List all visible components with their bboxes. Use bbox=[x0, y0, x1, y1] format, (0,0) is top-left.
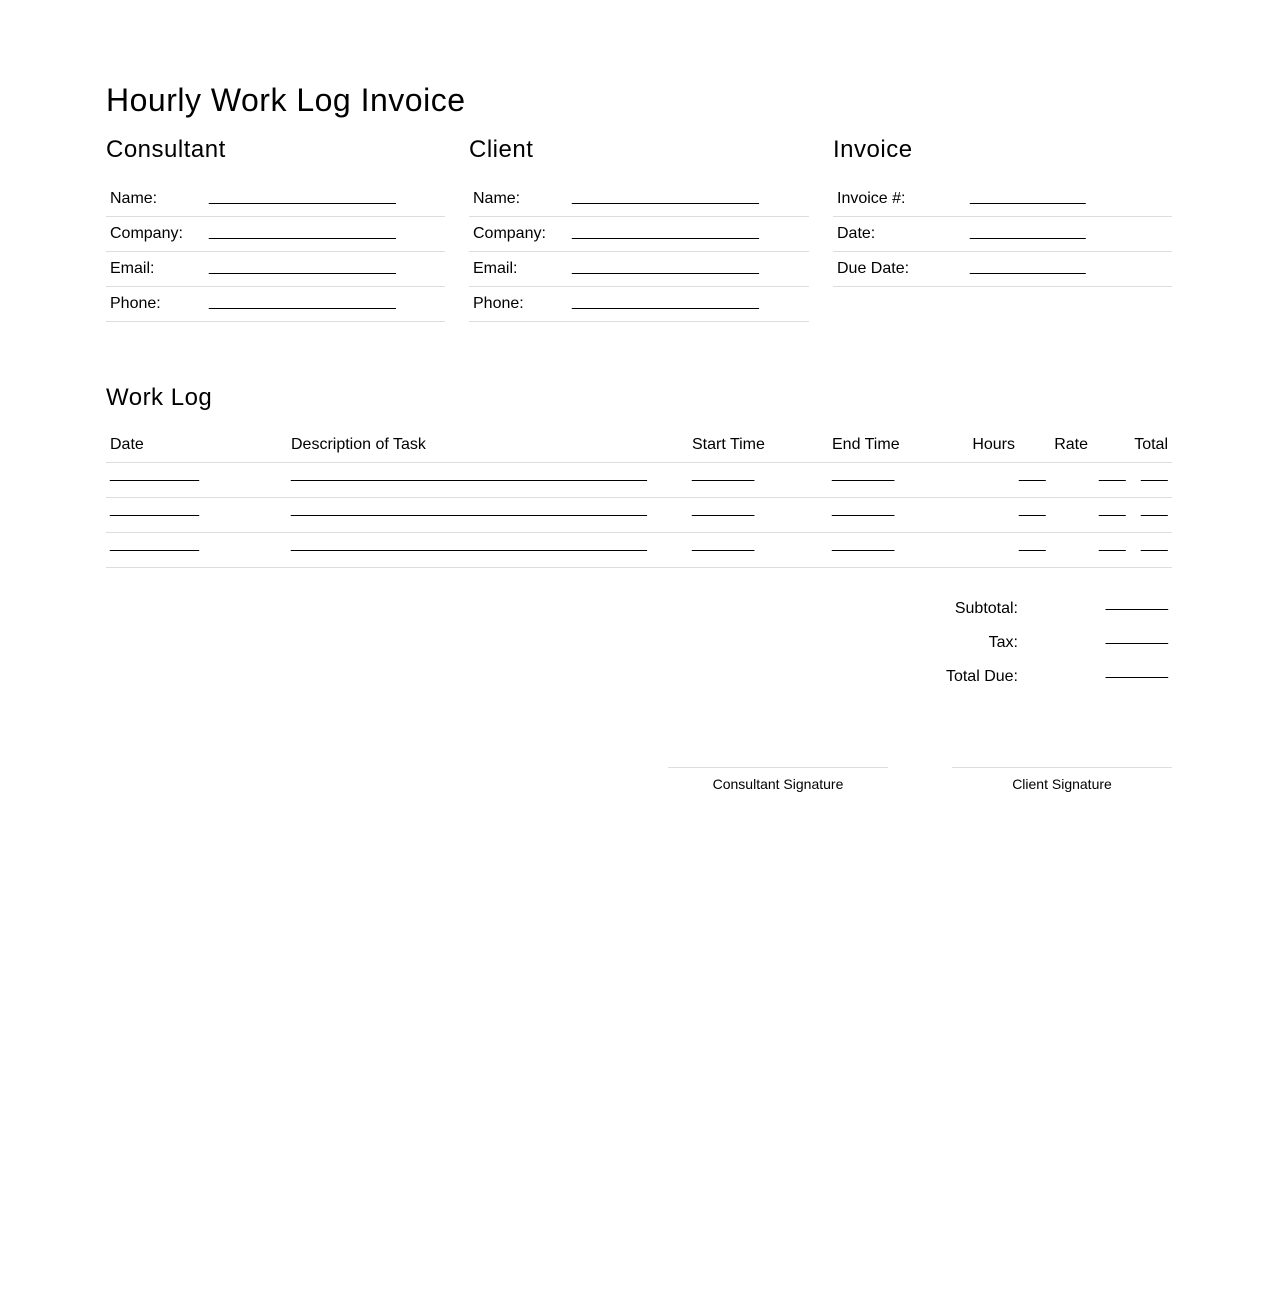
hours-field[interactable]: ___ bbox=[1019, 465, 1046, 482]
invoice-heading: Invoice bbox=[833, 136, 913, 163]
invoice-section bbox=[833, 136, 1172, 287]
work-log-heading: Work Log bbox=[106, 384, 213, 411]
client-name-field[interactable]: _____________________ bbox=[572, 188, 759, 205]
column-header-description: Description of Task bbox=[291, 436, 426, 453]
consultant-name-row bbox=[106, 182, 445, 217]
description-field[interactable]: ________________________________________ bbox=[291, 535, 647, 552]
consultant-signature-line[interactable] bbox=[668, 767, 888, 792]
consultant-email-row bbox=[106, 252, 445, 287]
client-signature-label: Client Signature bbox=[1012, 776, 1112, 792]
hours-field[interactable]: ___ bbox=[1019, 535, 1046, 552]
table-row bbox=[106, 533, 1172, 568]
table-row bbox=[106, 498, 1172, 533]
consultant-phone-row bbox=[106, 287, 445, 322]
client-company-row bbox=[469, 217, 809, 252]
start-time-field[interactable]: _______ bbox=[692, 500, 755, 517]
table-header bbox=[106, 428, 1172, 463]
total-field[interactable]: ___ bbox=[1141, 535, 1168, 552]
total-field[interactable]: ___ bbox=[1141, 500, 1168, 517]
consultant-name-field[interactable]: _____________________ bbox=[209, 188, 396, 205]
total-due-row bbox=[900, 662, 1172, 702]
client-section bbox=[469, 136, 809, 322]
start-time-field[interactable]: _______ bbox=[692, 535, 755, 552]
field-label: Phone: bbox=[473, 295, 524, 312]
date-field[interactable]: __________ bbox=[110, 535, 199, 552]
field-label: Invoice #: bbox=[837, 190, 906, 207]
client-company-field[interactable]: _____________________ bbox=[572, 223, 759, 240]
consultant-phone-field[interactable]: _____________________ bbox=[209, 293, 396, 310]
consultant-company-row bbox=[106, 217, 445, 252]
column-header-total: Total bbox=[1134, 436, 1168, 453]
column-header-start-time: Start Time bbox=[692, 436, 765, 453]
field-label: Name: bbox=[110, 190, 158, 207]
end-time-field[interactable]: _______ bbox=[832, 465, 895, 482]
end-time-field[interactable]: _______ bbox=[832, 500, 895, 517]
client-phone-field[interactable]: _____________________ bbox=[572, 293, 759, 310]
client-name-row bbox=[469, 182, 809, 217]
page-title: Hourly Work Log Invoice bbox=[106, 82, 466, 118]
field-label: Email: bbox=[110, 260, 155, 277]
date-field[interactable]: __________ bbox=[110, 465, 199, 482]
field-label: Email: bbox=[473, 260, 518, 277]
consultant-section bbox=[106, 136, 445, 322]
field-label: Phone: bbox=[110, 295, 161, 312]
tax-field[interactable]: _______ bbox=[1105, 628, 1168, 645]
invoice-number-field[interactable]: _____________ bbox=[970, 188, 1086, 205]
hours-field[interactable]: ___ bbox=[1019, 500, 1046, 517]
tax-label: Tax: bbox=[988, 634, 1018, 651]
total-due-label: Total Due: bbox=[945, 668, 1018, 685]
client-phone-row bbox=[469, 287, 809, 322]
date-field[interactable]: __________ bbox=[110, 500, 199, 517]
end-time-field[interactable]: _______ bbox=[832, 535, 895, 552]
invoice-date-row bbox=[833, 217, 1172, 252]
consultant-heading: Consultant bbox=[106, 136, 226, 163]
column-header-hours: Hours bbox=[972, 436, 1015, 453]
consultant-email-field[interactable]: _____________________ bbox=[209, 258, 396, 275]
client-email-field[interactable]: _____________________ bbox=[572, 258, 759, 275]
rate-field[interactable]: ___ bbox=[1099, 535, 1126, 552]
total-field[interactable]: ___ bbox=[1141, 465, 1168, 482]
total-due-field[interactable]: _______ bbox=[1105, 662, 1168, 679]
column-header-end-time: End Time bbox=[832, 436, 900, 453]
field-label: Date: bbox=[837, 225, 876, 242]
client-email-row bbox=[469, 252, 809, 287]
field-label: Name: bbox=[473, 190, 521, 207]
consultant-signature-label: Consultant Signature bbox=[712, 776, 844, 792]
column-header-rate: Rate bbox=[1054, 436, 1088, 453]
subtotal-field[interactable]: _______ bbox=[1105, 594, 1168, 611]
field-label: Company: bbox=[473, 225, 546, 242]
table-row bbox=[106, 463, 1172, 498]
work-log-table bbox=[106, 428, 1172, 568]
consultant-company-field[interactable]: _____________________ bbox=[209, 223, 396, 240]
column-header-date: Date bbox=[110, 436, 144, 453]
invoice-due-date-field[interactable]: _____________ bbox=[970, 258, 1086, 275]
field-label: Company: bbox=[110, 225, 183, 242]
description-field[interactable]: ________________________________________ bbox=[291, 500, 647, 517]
description-field[interactable]: ________________________________________ bbox=[291, 465, 647, 482]
rate-field[interactable]: ___ bbox=[1099, 500, 1126, 517]
invoice-date-field[interactable]: _____________ bbox=[970, 223, 1086, 240]
subtotal-label: Subtotal: bbox=[954, 600, 1018, 617]
invoice-number-row bbox=[833, 182, 1172, 217]
invoice-due-date-row bbox=[833, 252, 1172, 287]
field-label: Due Date: bbox=[837, 260, 910, 277]
start-time-field[interactable]: _______ bbox=[692, 465, 755, 482]
rate-field[interactable]: ___ bbox=[1099, 465, 1126, 482]
client-signature-line[interactable] bbox=[952, 767, 1172, 792]
client-heading: Client bbox=[469, 136, 534, 163]
